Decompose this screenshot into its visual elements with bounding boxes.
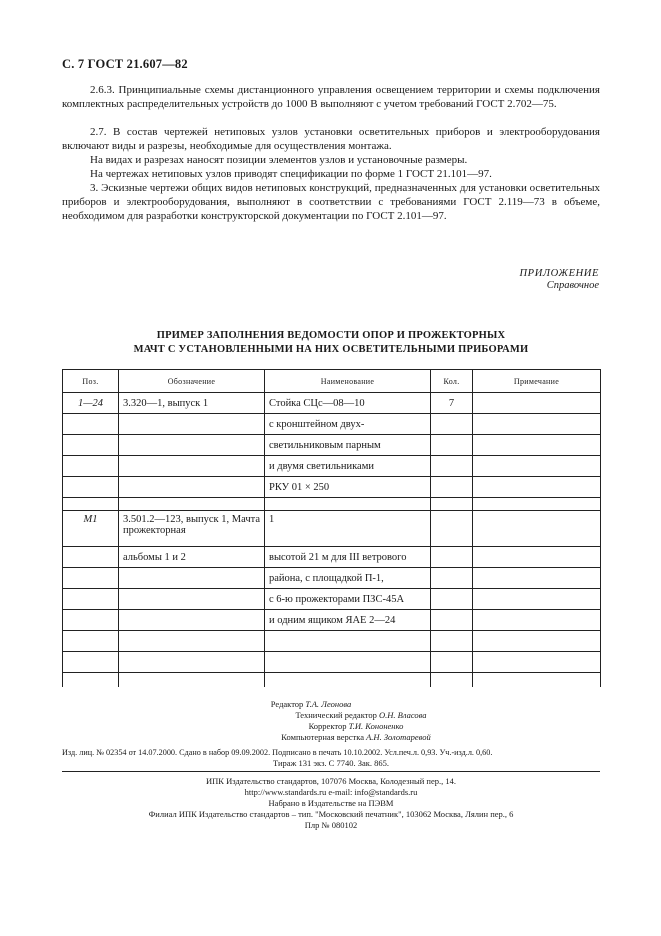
- table-row: [63, 435, 601, 456]
- credit-person: А.Н. Золотаревой: [366, 732, 431, 742]
- divider-line: [62, 771, 600, 772]
- cell-note: [473, 652, 601, 673]
- cell-pos: 1—24: [63, 393, 119, 414]
- paragraph-3: [62, 181, 600, 223]
- column-header-designation: Обозначение: [119, 370, 265, 393]
- cell-designation: [119, 589, 265, 610]
- print-info: [62, 747, 600, 769]
- cell-designation: 3.320—1, выпуск 1: [119, 393, 265, 414]
- cell-qty: [431, 610, 473, 631]
- cell-pos: [63, 610, 119, 631]
- paragraph-text: 2.6.3. Принципиальные схемы дистанционного управления освещением территории и схемы подключения комплектных распределительных устройств до 1000 В выполняют с учетом требований ГОСТ 2.702—75.: [62, 84, 600, 110]
- cell-empty: [63, 673, 119, 688]
- cell-name: Стойка СЦс—08—10: [265, 393, 431, 414]
- cell-qty: [431, 631, 473, 652]
- cell-empty: [119, 673, 265, 688]
- cell-pos: [63, 477, 119, 498]
- paragraph-text: На чертежах нетиповых узлов приводят спецификации по форме 1 ГОСТ 21.101—97.: [90, 168, 492, 180]
- paragraph-views: [62, 153, 600, 167]
- cell-qty: [431, 477, 473, 498]
- paragraph-text: 3. Эскизные чертежи общих видов нетиповых конструкций, предназначенных для установки осветительных приборов и электрооборудования, выполняют в соответствии с требованиями ГОСТ 2.119—73 в объеме, необходимом для разработки конструкторской документации по ГОСТ 2.101—97.: [62, 182, 600, 222]
- cell-empty: [473, 673, 601, 688]
- cell-empty: [265, 673, 431, 688]
- column-header-name: Наименование: [265, 370, 431, 393]
- imprint-line-1: ИПК Издательство стандартов, 107076 Москва, Колодезный пер., 14.: [206, 776, 456, 786]
- cell-qty: [431, 414, 473, 435]
- cell-note: [473, 568, 601, 589]
- cell-empty: [473, 498, 601, 511]
- table-row: [63, 568, 601, 589]
- paragraph-2-7: [62, 125, 600, 153]
- table-row: [63, 610, 601, 631]
- imprint-line-3: Набрано в Издательстве на ПЭВМ: [268, 798, 394, 808]
- cell-note: [473, 414, 601, 435]
- cell-name: с кронштейном двух-: [265, 414, 431, 435]
- table-row: [63, 414, 601, 435]
- table-row: [63, 631, 601, 652]
- imprint-line-4: Филиал ИПК Издательство стандартов – тип. "Московский печатник", 103062 Москва, Лялин пер., 6: [148, 809, 514, 819]
- cell-note: [473, 393, 601, 414]
- cell-designation: [119, 435, 265, 456]
- cell-pos: [63, 547, 119, 568]
- cell-note: [473, 631, 601, 652]
- cell-qty: [431, 435, 473, 456]
- editorial-credits: [62, 699, 600, 743]
- cell-pos: [63, 589, 119, 610]
- paragraph-2-6-3: [62, 83, 600, 111]
- credit-person: Т.А. Леонова: [305, 699, 352, 709]
- paragraph-text: 2.7. В состав чертежей нетиповых узлов установки осветительных приборов и электрооборудования включают виды и разрезы, необходимые для осуществления монтажа.: [62, 126, 600, 152]
- table-title: [62, 329, 600, 357]
- cell-name: с 6-ю прожекторами ПЗС-45А: [265, 589, 431, 610]
- cell-note: [473, 456, 601, 477]
- credit-person: О.Н. Власова: [378, 710, 427, 720]
- cell-qty: [431, 652, 473, 673]
- cell-qty: [431, 456, 473, 477]
- credit-role: Корректор: [308, 721, 347, 731]
- credit-editor: [62, 699, 600, 710]
- cell-note: [473, 547, 601, 568]
- table-row: [63, 547, 601, 568]
- column-header-note: Примечание: [473, 370, 601, 393]
- cell-qty: [431, 568, 473, 589]
- cell-qty: [431, 547, 473, 568]
- table-row-spacer: [63, 498, 601, 511]
- credit-proofreader: [62, 721, 600, 732]
- column-header-pos: Поз.: [63, 370, 119, 393]
- cell-qty: [431, 589, 473, 610]
- cell-qty: 7: [431, 393, 473, 414]
- print-info-line-1: Изд. лиц. № 02354 от 14.07.2000. Сдано в набор 09.09.2002. Подписано в печать 10.10.2002. Усл.печ.л. 0,93. Уч.-изд.л. 0,60.: [62, 748, 493, 757]
- appendix-note: Справочное: [546, 280, 599, 291]
- credit-role: Компьютерная верстка: [281, 732, 364, 742]
- cell-designation: 3.501.2—123, выпуск 1, Мачта прожекторная: [119, 511, 265, 547]
- table-row: [63, 652, 601, 673]
- cell-empty: [119, 498, 265, 511]
- credit-person: Т.И. Кононенко: [348, 721, 404, 731]
- cell-note: [473, 610, 601, 631]
- cell-name: светильниковым парным: [265, 435, 431, 456]
- table-row: [63, 477, 601, 498]
- cell-name: РКУ 01 × 250: [265, 477, 431, 498]
- cell-designation: [119, 477, 265, 498]
- cell-pos: [63, 414, 119, 435]
- cell-note: [473, 477, 601, 498]
- table-row: [63, 511, 601, 547]
- paragraph-text: На видах и разрезах наносят позиции элементов узлов и установочные размеры.: [90, 154, 468, 166]
- cell-pos: [63, 652, 119, 673]
- cell-designation: [119, 652, 265, 673]
- table-header-row: [63, 370, 601, 393]
- cell-name: и двумя светильниками: [265, 456, 431, 477]
- appendix-label: [520, 268, 600, 292]
- cell-designation: [119, 568, 265, 589]
- cell-pos: [63, 631, 119, 652]
- cell-empty: [431, 673, 473, 688]
- table-title-line-2: МАЧТ С УСТАНОВЛЕННЫМИ НА НИХ ОСВЕТИТЕЛЬНЫМИ ПРИБОРАМИ: [133, 344, 529, 355]
- cell-name: района, с площадкой П-1,: [265, 568, 431, 589]
- cell-designation: [119, 610, 265, 631]
- cell-qty: [431, 511, 473, 547]
- cell-name: высотой 21 м для III ветрового: [265, 547, 431, 568]
- imprint: [62, 776, 600, 831]
- cell-designation: [119, 456, 265, 477]
- imprint-line-5: Плр № 080102: [304, 820, 358, 830]
- table-row: [63, 393, 601, 414]
- cell-name: 1: [265, 511, 431, 547]
- table-row: [63, 589, 601, 610]
- cell-pos: [63, 456, 119, 477]
- cell-name: и одним ящиком ЯАЕ 2—24: [265, 610, 431, 631]
- cell-pos: М1: [63, 511, 119, 547]
- ledger-table: [62, 369, 601, 687]
- cell-pos: [63, 568, 119, 589]
- cell-empty: [265, 498, 431, 511]
- table-title-line-1: ПРИМЕР ЗАПОЛНЕНИЯ ВЕДОМОСТИ ОПОР И ПРОЖЕКТОРНЫХ: [156, 330, 506, 341]
- cell-pos: [63, 435, 119, 456]
- table-row-open: [63, 673, 601, 688]
- cell-name: [265, 652, 431, 673]
- credit-role: Технический редактор: [295, 710, 377, 720]
- credit-layout: [62, 732, 600, 743]
- cell-note: [473, 435, 601, 456]
- credit-tech-editor: [62, 710, 600, 721]
- cell-empty: [63, 498, 119, 511]
- paragraph-specs: [62, 167, 600, 181]
- column-header-qty: Кол.: [431, 370, 473, 393]
- cell-designation: [119, 414, 265, 435]
- page-header: С. 7 ГОСТ 21.607—82: [62, 57, 188, 71]
- cell-empty: [431, 498, 473, 511]
- cell-designation: [119, 631, 265, 652]
- cell-name: [265, 631, 431, 652]
- appendix-title: ПРИЛОЖЕНИЕ: [519, 268, 599, 279]
- credit-role: Редактор: [270, 699, 304, 709]
- imprint-line-2: http://www.standards.ru e-mail: info@standards.ru: [244, 787, 418, 797]
- cell-note: [473, 511, 601, 547]
- cell-note: [473, 589, 601, 610]
- print-info-line-2: Тираж 131 экз. С 7740. Зак. 865.: [272, 758, 390, 768]
- table-row: [63, 456, 601, 477]
- cell-designation: альбомы 1 и 2: [119, 547, 265, 568]
